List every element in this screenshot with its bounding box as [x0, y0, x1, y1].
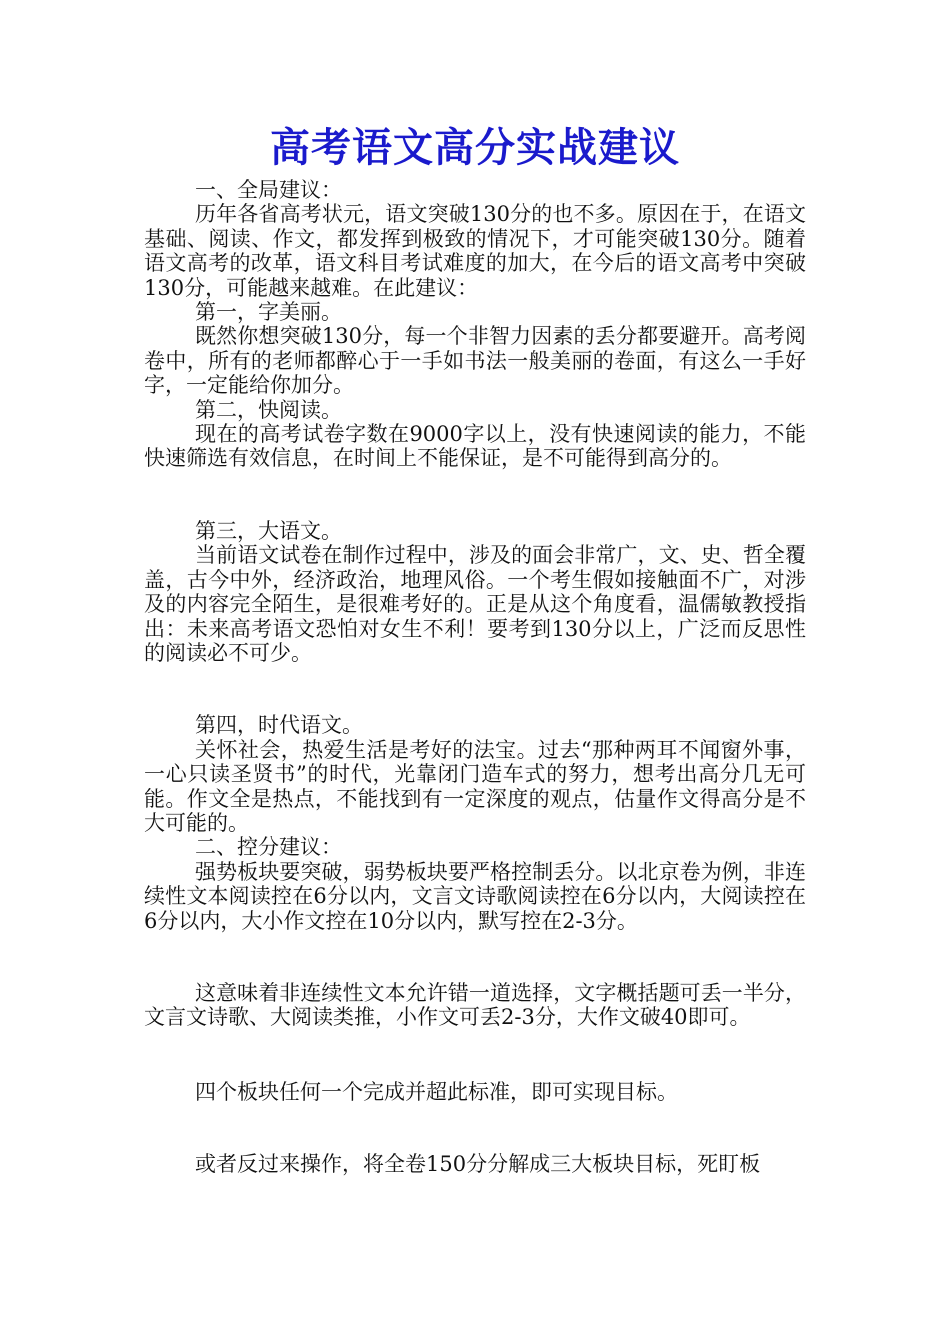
paragraph-spacer — [144, 471, 806, 519]
paragraph-spacer — [144, 1030, 806, 1080]
document-title: 高考语文高分实战建议 — [270, 124, 680, 171]
paragraph-score-control: 强势板块要突破，弱势板块要严格控制丢分。以北京卷为例，非连续性文本阅读控在6分以内，文言文诗歌阅读控在6分以内，大阅读控在6分以内，大小作文控在10分以内，默写控在2-3分。 — [144, 859, 806, 933]
paragraph-reverse: 或者反过来操作，将全卷150分分解成三大板块目标，死盯板 — [195, 1152, 761, 1177]
paragraph-spacer — [144, 933, 806, 981]
paragraph-intro: 历年各省高考状元，语文突破130分的也不多。原因在于，在语文基础、阅读、作文，都发挥到极致的情况下，才可能突破130分。随着语文高考的改革，语文科目考试难度的加大，在今后的语文高考中突破130分，可能越来越难。在此建议： — [144, 202, 806, 300]
paragraph-meaning: 这意味着非连续性文本允许错一道选择，文字概括题可丢一半分，文言文诗歌、大阅读类推，小作文可丢2-3分，大作文破40即可。 — [144, 980, 806, 1030]
paragraph-point-2: 现在的高考试卷字数在9000字以上，没有快速阅读的能力，不能快速筛选有效信息，在时间上不能保证，是不可能得到高分的。 — [144, 422, 806, 471]
section-heading-overall: 一、全局建议： — [195, 178, 342, 202]
paragraph-target: 四个板块任何一个完成并超此标准，即可实现目标。 — [195, 1079, 678, 1104]
point-heading-1: 第一，字美丽。 — [195, 300, 342, 325]
point-heading-4: 第四，时代语文。 — [195, 713, 363, 738]
paragraph-point-1: 既然你想突破130分，每一个非智力因素的丢分都要避开。高考阅卷中，所有的老师都醉心于一手如书法一般美丽的卷面，有这么一手好字，一定能给你加分。 — [144, 324, 806, 398]
paragraph-point-4: 关怀社会，热爱生活是考好的法宝。过去“那种两耳不闻窗外事，一心只读圣贤书”的时代，光靠闭门造车式的努力，想考出高分几无可能。作文全是热点，不能找到有一定深度的观点，估量作文得高分是不大可能的。 — [144, 737, 806, 835]
point-heading-2: 第二，快阅读。 — [195, 397, 342, 422]
paragraph-point-3: 当前语文试卷在制作过程中，涉及的面会非常广，文、史、哲全覆盖，古今中外，经济政治，地理风俗。一个考生假如接触面不广，对涉及的内容完全陌生，是很难考好的。正是从这个角度看，温儒敏教授指出：未来高考语文恐怕对女生不利！要考到130分以上，广泛而反思性的阅读必不可少。 — [144, 543, 806, 665]
section-heading-score-control: 二、控分建议： — [195, 835, 342, 860]
paragraph-spacer — [144, 1104, 806, 1152]
point-heading-3: 第三，大语文。 — [195, 518, 342, 543]
paragraph-spacer — [144, 665, 806, 713]
document-page — [144, 118, 806, 1177]
